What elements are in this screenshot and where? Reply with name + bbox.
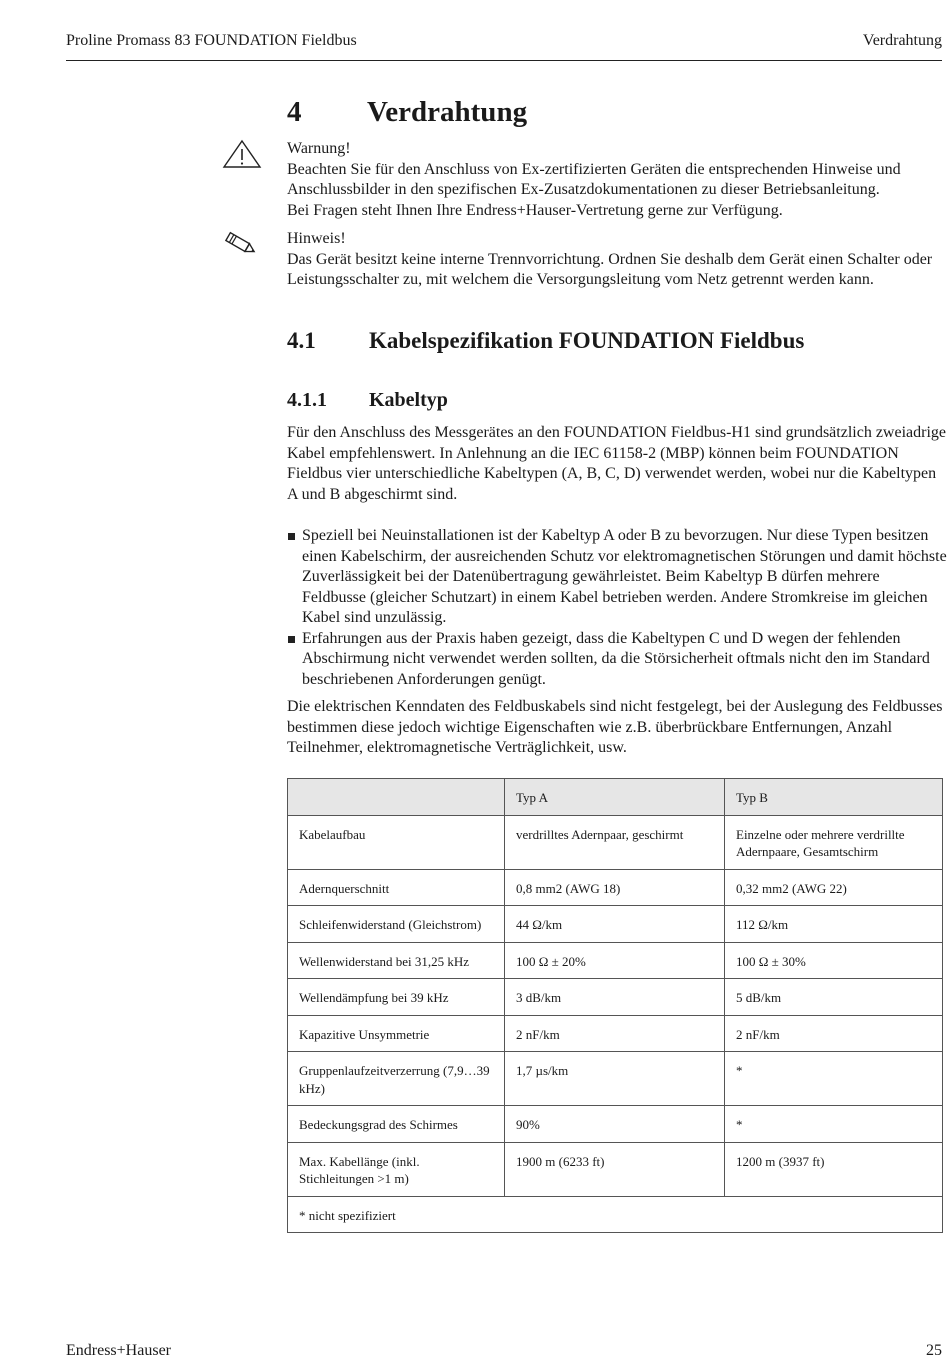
warning-block bbox=[287, 139, 947, 221]
table-cell: Kabelaufbau bbox=[288, 815, 505, 869]
table-cell: Bedeckungsgrad des Schirmes bbox=[288, 1106, 505, 1143]
table-cell: 112 Ω/km bbox=[725, 906, 943, 943]
table-row bbox=[288, 815, 943, 869]
table-cell: 1900 m (6233 ft) bbox=[505, 1142, 725, 1196]
note-title: Hinweis! bbox=[287, 230, 346, 247]
table-cell: Wellenwiderstand bei 31,25 kHz bbox=[288, 942, 505, 979]
bullet-item-1: Speziell bei Neuinstallationen ist der Kabeltyp A oder B zu bevorzugen. Nur diese Typen besitzen einen Kabelschirm, der ausreichenden Schutz vor elektromagnetischen Störungen und damit höchste Zuverlässigkeit bei der Datenübertragung gewährleistet. Beim Kabeltyp B dürfen mehrere Feldbusse (gleicher Schutzart) in einem Kabel betrieben werden. Andere Stromkreise im gleichen Kabel sind unzulässig. bbox=[287, 526, 947, 629]
table-cell: 0,32 mm2 (AWG 22) bbox=[725, 869, 943, 906]
warning-text-1: Beachten Sie für den Anschluss von Ex-zertifizierten Geräten die entsprechenden Hinweise und Anschlussbilder in den spezifischen Ex-Zusatzdokumentationen zu dieser Betriebsanleitung. bbox=[287, 160, 901, 198]
bullet-list bbox=[287, 526, 947, 690]
table-cell: 44 Ω/km bbox=[505, 906, 725, 943]
table-cell: * bbox=[725, 1052, 943, 1106]
table-cell: Kapazitive Unsymmetrie bbox=[288, 1015, 505, 1052]
table-footnote-row bbox=[288, 1196, 943, 1233]
after-bullets-paragraph: Die elektrischen Kenndaten des Feldbuskabels sind nicht festgelegt, bei der Auslegung des Feldbusses bestimmen diese jedoch wichtige Eigenschaften wie z.B. überbrückbare Entfernungen, Anzahl Teilnehmer, elektromagnetische Verträglichkeit, usw. bbox=[287, 698, 943, 756]
table-row bbox=[288, 906, 943, 943]
table-row bbox=[288, 1015, 943, 1052]
note-block bbox=[287, 229, 947, 291]
table-cell: Wellendämpfung bei 39 kHz bbox=[288, 979, 505, 1016]
table-header-cell: Typ A bbox=[505, 779, 725, 816]
table-cell: 5 dB/km bbox=[725, 979, 943, 1016]
table-header-cell bbox=[288, 779, 505, 816]
subsubsection-heading bbox=[287, 389, 448, 412]
pencil-note-icon bbox=[220, 229, 260, 264]
table-cell: Max. Kabellänge (inkl. Stichleitungen >1 m) bbox=[288, 1142, 505, 1196]
table-row bbox=[288, 1052, 943, 1106]
table-header-cell: Typ B bbox=[725, 779, 943, 816]
chapter-title: Verdrahtung bbox=[367, 96, 528, 128]
table-cell: Gruppenlaufzeitverzerrung (7,9…39 kHz) bbox=[288, 1052, 505, 1106]
table-cell: 0,8 mm2 (AWG 18) bbox=[505, 869, 725, 906]
table-cell: Schleifenwiderstand (Gleichstrom) bbox=[288, 906, 505, 943]
table-row bbox=[288, 1142, 943, 1196]
table-cell: 2 nF/km bbox=[725, 1015, 943, 1052]
subsubsection-title: Kabeltyp bbox=[369, 389, 448, 411]
subsection-title: Kabelspezifikation FOUNDATION Fieldbus bbox=[369, 328, 805, 353]
table-row bbox=[288, 869, 943, 906]
intro-paragraph: Für den Anschluss des Messgerätes an den FOUNDATION Fieldbus-H1 sind grundsätzlich zweiadrige Kabel empfehlenswert. In Anlehnung an die IEC 61158-2 (MBP) können beim FOUNDATION Fieldbus vier unterschiedliche Kabeltypen (A, B, C, D) verwendet werden, wobei nur die Kabeltypen A und B abgeschirmt sind. bbox=[287, 424, 946, 503]
footer-company: Endress+Hauser bbox=[66, 1342, 171, 1359]
table-cell: 90% bbox=[505, 1106, 725, 1143]
table-row bbox=[288, 979, 943, 1016]
chapter-number: 4 bbox=[287, 96, 302, 128]
cable-spec-table bbox=[287, 778, 943, 1233]
subsection-heading bbox=[287, 328, 804, 354]
page-number: 25 bbox=[926, 1342, 942, 1359]
subsection-number: 4.1 bbox=[287, 328, 316, 353]
table-cell: 3 dB/km bbox=[505, 979, 725, 1016]
table-row bbox=[288, 1106, 943, 1143]
subsubsection-number: 4.1.1 bbox=[287, 389, 327, 411]
table-cell: verdrilltes Adernpaar, geschirmt bbox=[505, 815, 725, 869]
bullet-item-2: Erfahrungen aus der Praxis haben gezeigt, dass die Kabeltypen C und D wegen der fehlenden Abschirmung nicht verwendet werden sollten, da die Störsicherheit oftmals nicht den im Standard beschriebenen Anforderungen genügt. bbox=[287, 629, 947, 691]
running-header-chapter: Verdrahtung bbox=[862, 32, 942, 49]
note-text: Das Gerät besitzt keine interne Trennvorrichtung. Ordnen Sie deshalb dem Gerät einen Schalter oder Leistungsschalter zu, mit welchem die Versorgungsleitung vom Netz getrennt werden kann. bbox=[287, 250, 933, 288]
intro-paragraph-block bbox=[287, 423, 947, 505]
table-cell: * bbox=[725, 1106, 943, 1143]
table-footnote: * nicht spezifiziert bbox=[288, 1196, 943, 1233]
after-bullets-block bbox=[287, 697, 947, 759]
running-header-title: Proline Promass 83 FOUNDATION Fieldbus bbox=[66, 32, 357, 49]
table-cell: 2 nF/km bbox=[505, 1015, 725, 1052]
chapter-heading bbox=[287, 96, 527, 129]
warning-title: Warnung! bbox=[287, 140, 351, 157]
table-cell: 1200 m (3937 ft) bbox=[725, 1142, 943, 1196]
warning-text-2: Bei Fragen steht Ihnen Ihre Endress+Hauser-Vertretung gerne zur Verfügung. bbox=[287, 201, 783, 219]
bullet-list-block bbox=[287, 526, 947, 690]
table-header-row bbox=[288, 779, 943, 816]
table-cell: Adernquerschnitt bbox=[288, 869, 505, 906]
table-cell: 1,7 µs/km bbox=[505, 1052, 725, 1106]
table-cell: 100 Ω ± 30% bbox=[725, 942, 943, 979]
table-cell: 100 Ω ± 20% bbox=[505, 942, 725, 979]
warning-triangle-icon bbox=[222, 139, 262, 174]
header-rule bbox=[66, 60, 942, 61]
table-cell: Einzelne oder mehrere verdrillte Adernpaare, Gesamtschirm bbox=[725, 815, 943, 869]
table-row bbox=[288, 942, 943, 979]
